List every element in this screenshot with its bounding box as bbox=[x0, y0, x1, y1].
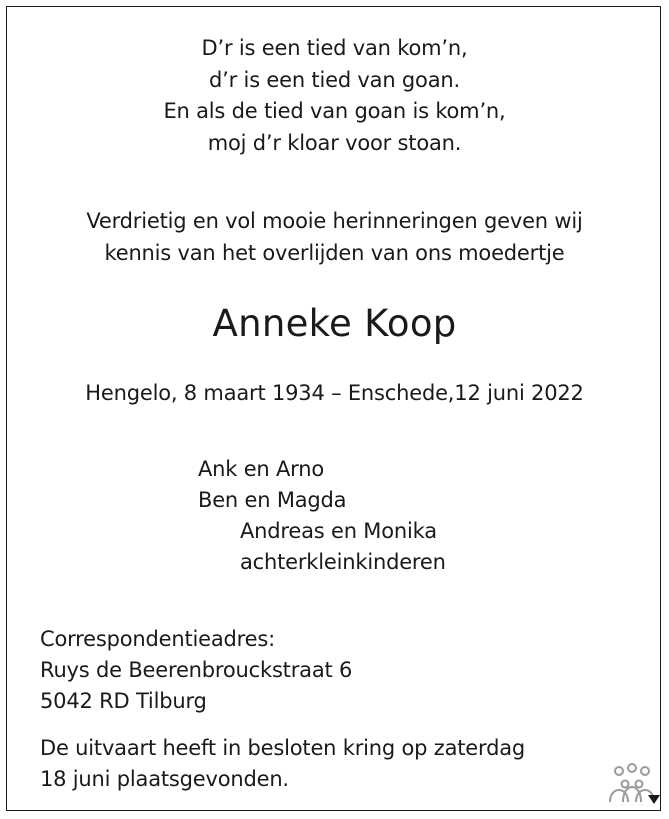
family-line-1: Ank en Arno bbox=[198, 457, 325, 481]
address-city: 5042 RD Tilburg bbox=[40, 689, 207, 713]
triangle-down-icon[interactable] bbox=[648, 795, 660, 805]
deceased-dates: Hengelo, 8 maart 1934 – Enschede,12 juni 2022 bbox=[85, 381, 584, 405]
deceased-name: Anneke Koop bbox=[212, 302, 457, 345]
intro-line-1: Verdrietig en vol mooie herinneringen geven wij bbox=[86, 209, 583, 233]
poem-line-1: D’r is een tied van kom’n, bbox=[201, 36, 468, 60]
poem-line-2: d’r is een tied van goan. bbox=[209, 68, 460, 92]
address-heading: Correspondentieadres: bbox=[40, 627, 275, 651]
funeral-line-2: 18 juni plaatsgevonden. bbox=[40, 767, 289, 791]
family-line-2: Ben en Magda bbox=[198, 488, 347, 512]
intro-line-2: kennis van het overlijden van ons moedertje bbox=[104, 241, 565, 265]
poem-line-3: En als de tied van goan is kom’n, bbox=[163, 99, 506, 123]
funeral-line-1: De uitvaart heeft in besloten kring op zaterdag bbox=[40, 736, 526, 760]
family-line-3: Andreas en Monika bbox=[240, 519, 437, 543]
address-street: Ruys de Beerenbrouckstraat 6 bbox=[40, 658, 353, 682]
family-line-4: achterkleinkinderen bbox=[240, 550, 446, 574]
poem-line-4: moj d’r kloar voor stoan. bbox=[207, 131, 462, 155]
